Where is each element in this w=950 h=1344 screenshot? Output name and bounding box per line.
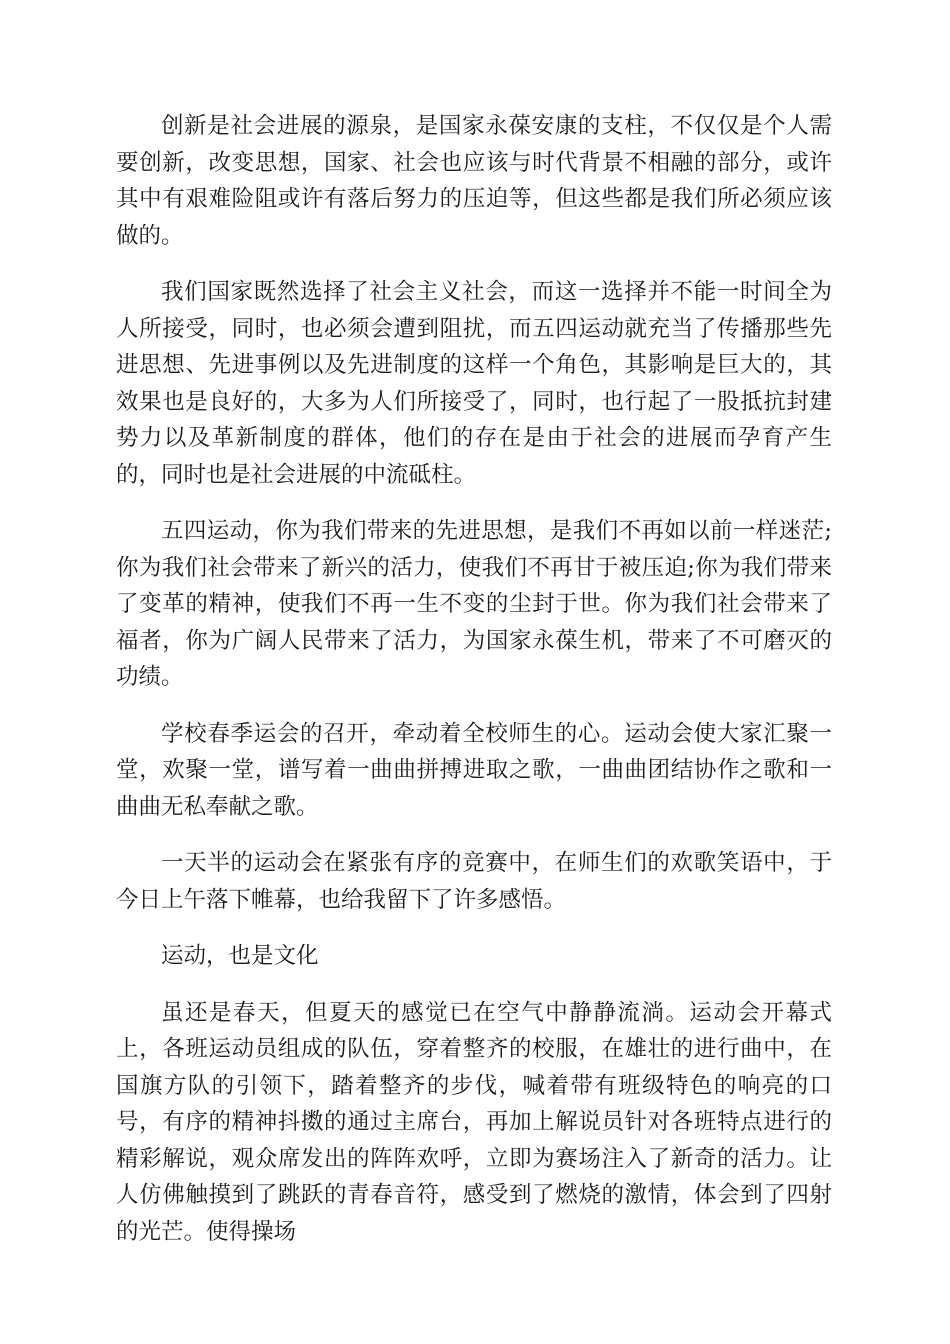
document-page [116, 108, 832, 1270]
paragraph-may-fourth: 五四运动，你为我们带来的先进思想，是我们不再如以前一样迷茫;你为我们社会带来了新兴的活力，使我们不再甘于被压迫;你为我们带来了变革的精神，使我们不再一生不变的尘封于世。你为我们社会带来了福者，你为广阔人民带来了活力，为国家永葆生机，带来了不可磨灭的功绩。 [116, 518, 832, 690]
section-heading: 运动，也是文化 [161, 943, 319, 969]
paragraph-opening-ceremony: 虽还是春天，但夏天的感觉已在空气中静静流淌。运动会开幕式上，各班运动员组成的队伍，穿着整齐的校服，在雄壮的进行曲中，在国旗方队的引领下，踏着整齐的步伐，喊着带有班级特色的响亮的口号，有序的精神抖擞的通过主席台，再加上解说员针对各班特点进行的精彩解说，观众席发出的阵阵欢呼，立即为赛场注入了新奇的活力。让人仿佛触摸到了跳跃的青春音符，感受到了燃烧的激情，体会到了四射的光芒。使得操场 [116, 999, 832, 1245]
paragraph-closing: 一天半的运动会在紧张有序的竞赛中，在师生们的欢歌笑语中，于今日上午落下帷幕，也给我留下了许多感悟。 [116, 850, 832, 913]
paragraph-socialism: 我们国家既然选择了社会主义社会，而这一选择并不能一时间全为人所接受，同时，也必须会遭到阻扰，而五四运动就充当了传播那些先进思想、先进事例以及先进制度的这样一个角色，其影响是巨大的，其效果也是良好的，大多为人们所接受了，同时，也行起了一股抵抗封建势力以及革新制度的群体，他们的存在是由于社会的进展而孕育产生的，同时也是社会进展的中流砥柱。 [116, 279, 832, 488]
paragraph-sports-meet: 学校春季运会的召开，牵动着全校师生的心。运动会使大家汇聚一堂，欢聚一堂，谱写着一曲曲拼搏进取之歌，一曲曲团结协作之歌和一曲曲无私奉献之歌。 [116, 720, 832, 820]
paragraph-innovation: 创新是社会进展的源泉，是国家永葆安康的支柱，不仅仅是个人需要创新，改变思想，国家、社会也应该与时代背景不相融的部分，或许其中有艰难险阻或许有落后努力的压迫等，但这些都是我们所必须应该做的。 [116, 113, 832, 249]
